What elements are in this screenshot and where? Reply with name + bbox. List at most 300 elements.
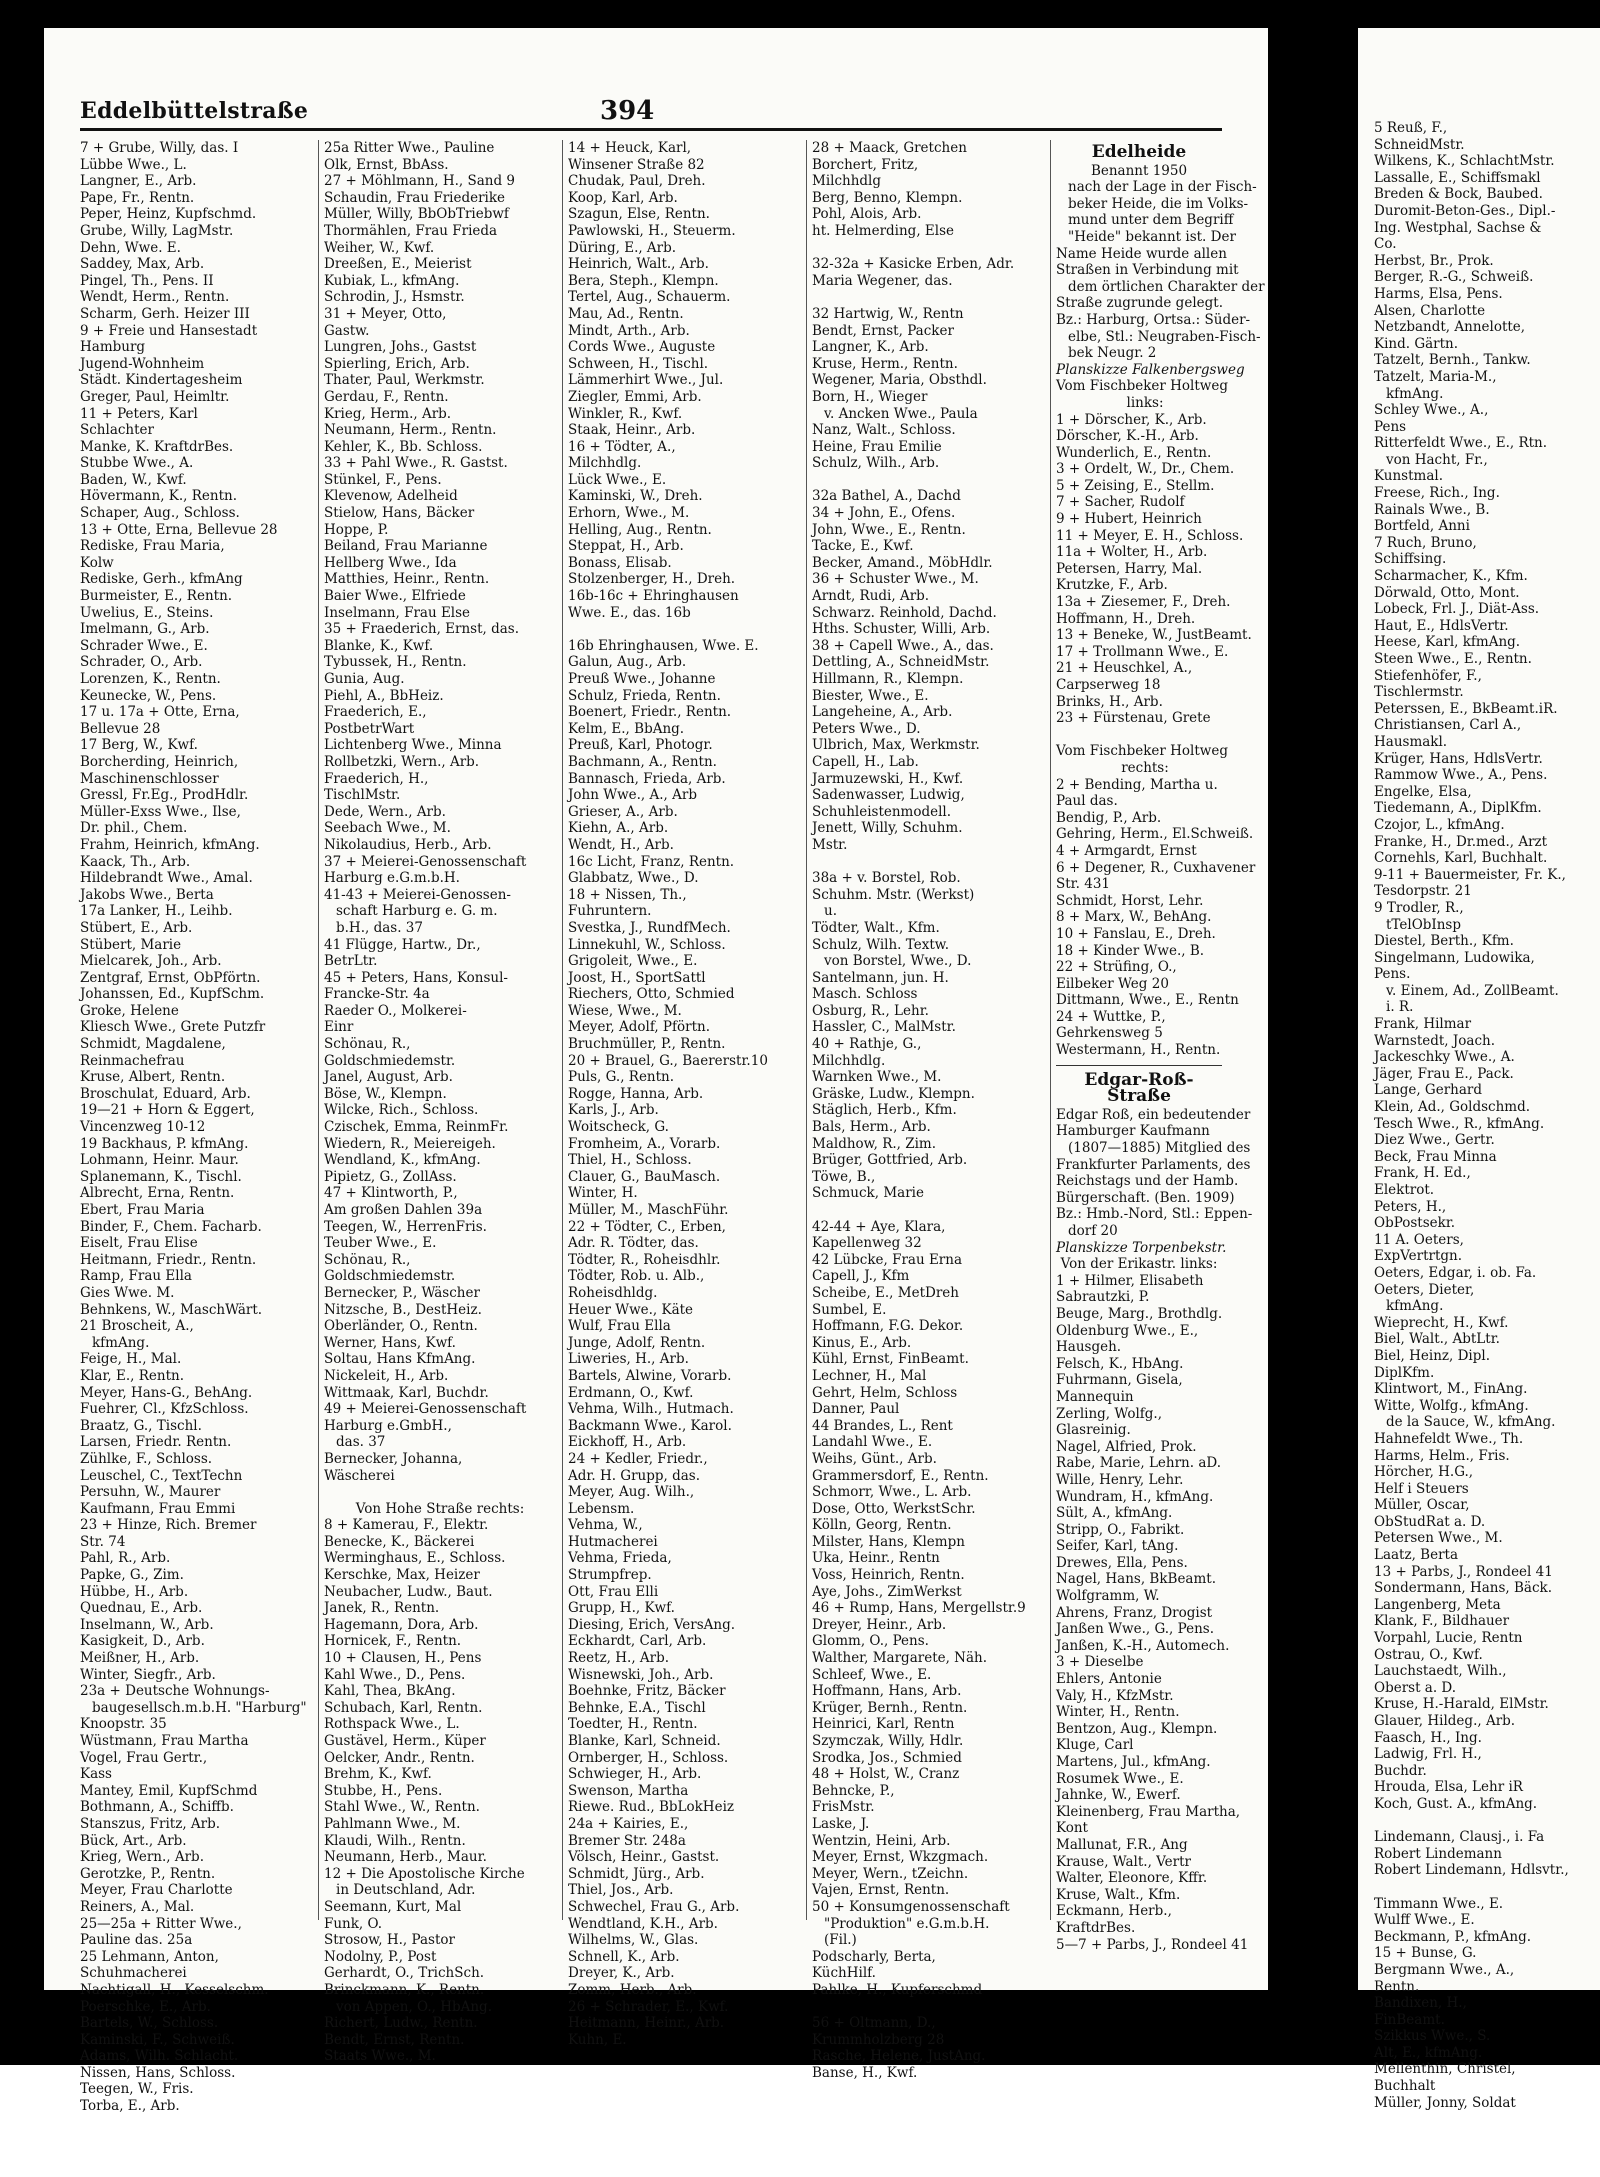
directory-entry: Hörcher, H.G., <box>1374 1464 1474 1481</box>
directory-entry: Fromheim, A., Vorarb. <box>568 1135 721 1152</box>
directory-entry: bek Neugr. 2 <box>1068 345 1157 362</box>
directory-entry: Wegener, Maria, Obsthdl. <box>812 372 987 389</box>
directory-entry: 11 + Peters, Karl <box>80 405 198 422</box>
directory-entry: Schley Wwe., A., <box>1374 402 1489 419</box>
directory-entry: 5 Reuß, F., <box>1374 120 1448 136</box>
directory-entry: Vajen, Ernst, Rentn. <box>812 1882 950 1899</box>
directory-entry: Fuhruntern. <box>568 903 652 920</box>
directory-entry: Mantey, Emil, KupfSchmd <box>80 1782 258 1799</box>
directory-entry: Weihs, Günt., Arb. <box>812 1450 937 1467</box>
directory-entry: Stahl Wwe., W., Rentn. <box>324 1799 480 1816</box>
directory-entry: Stielow, Hans, Bäcker <box>324 505 475 522</box>
directory-entry: Dettling, A., SchneidMstr. <box>812 654 990 671</box>
directory-entry: Bendt, Ernst, Packer <box>812 322 954 339</box>
page-number: 394 <box>600 96 655 126</box>
directory-entry: Krause, Walt., Vertr <box>1056 1853 1191 1870</box>
directory-entry: Eckmann, Herb., <box>1056 1903 1172 1920</box>
directory-entry: dorf 20 <box>1068 1223 1118 1239</box>
directory-entry: Paul das. <box>1056 793 1118 810</box>
directory-entry: Becker, Amand., MöbHdlr. <box>812 554 993 571</box>
directory-entry: Kolw <box>80 554 114 571</box>
directory-entry: Ladwig, Frl. H., <box>1374 1746 1482 1763</box>
directory-entry: Lauchstaedt, Wilh., <box>1374 1663 1507 1680</box>
directory-entry: 16c Licht, Franz, Rentn. <box>568 853 735 870</box>
directory-entry: Stünkel, F., Pens. <box>324 471 442 488</box>
directory-entry: Adams, Wilh. Schlacht. <box>80 2048 239 2065</box>
directory-entry: Reichstags und der Hamb. <box>1056 1173 1239 1190</box>
directory-entry: Kruse, Albert, Rentn. <box>80 1069 226 1086</box>
directory-entry: Burmeister, E., Rentn. <box>80 588 233 605</box>
directory-entry: Schrodin, J., Hsmstr. <box>324 289 465 306</box>
directory-entry: 36 + Schuster Wwe., M. <box>812 571 979 588</box>
directory-entry: Spierling, Erich, Arb. <box>324 355 470 372</box>
directory-entry: Wendt, H., Arb. <box>568 836 674 853</box>
directory-entry: Lichtenberg Wwe., Minna <box>324 737 502 754</box>
directory-entry: Pingel, Th., Pens. II <box>80 272 214 289</box>
directory-entry: Schubach, Karl, Rentn. <box>324 1699 483 1716</box>
directory-entry: Grammersdorf, E., Rentn. <box>812 1467 989 1484</box>
directory-entry: Freese, Rich., Ing. <box>1374 485 1500 502</box>
directory-entry: Schwarz. Reinhold, Dachd. <box>812 604 997 621</box>
directory-entry: 38 + Capell Wwe., A., das. <box>812 637 994 654</box>
directory-entry: Glasreinig. <box>1056 1422 1131 1439</box>
directory-entry: Franke, H., Dr.med., Arzt <box>1374 833 1548 850</box>
directory-entry: 15 + Bunse, G. <box>1374 1945 1477 1962</box>
directory-entry: von Appen, O., HbAng. <box>336 1998 492 2015</box>
directory-entry: Berg, Benno, Klempn. <box>812 189 963 206</box>
directory-entry: Fuhrmann, Gisela, <box>1056 1372 1183 1389</box>
directory-entry: Brinckmann, K., Rentn. <box>324 1981 485 1998</box>
directory-entry: Liweries, H., Arb. <box>568 1351 689 1368</box>
directory-entry: Gehrkensweg 5 <box>1056 1025 1163 1042</box>
directory-entry: Harburg e.GmbH., <box>324 1417 452 1434</box>
directory-entry: Tatzelt, Maria-M., <box>1374 368 1497 385</box>
directory-entry: Oberländer, O., Rentn. <box>324 1318 478 1335</box>
directory-entry: Warnstedt, Joach. <box>1374 1032 1496 1049</box>
directory-entry: 1 + Hilmer, Elisabeth <box>1056 1272 1204 1289</box>
directory-entry: Kleinenberg, Frau Martha, <box>1056 1803 1241 1820</box>
directory-entry: Benecke, K., Bäckerei <box>324 1533 475 1550</box>
directory-entry: Szagun, Else, Rentn. <box>568 206 710 223</box>
directory-entry: 10 + Clausen, H., Pens <box>324 1650 482 1667</box>
directory-entry: Piehl, A., BbHeiz. <box>324 687 444 704</box>
directory-entry: Grieser, A., Arb. <box>568 803 678 820</box>
directory-entry: Linnekuhl, W., Schloss. <box>568 936 726 953</box>
directory-entry: Meißner, H., Arb. <box>80 1650 200 1667</box>
directory-entry: 25 Lehmann, Anton, <box>80 1948 219 1965</box>
directory-entry: Tischlermstr. <box>1374 684 1464 701</box>
directory-entry: Walter, Eleonore, Kffr. <box>1056 1870 1208 1887</box>
directory-entry: 23 + Hinze, Rich. Bremer <box>80 1517 257 1534</box>
directory-entry: Müller-Exss Wwe., Ilse, <box>80 803 241 820</box>
directory-entry: Stäglich, Herb., Kfm. <box>812 1102 957 1119</box>
directory-entry: Papke, G., Zim. <box>80 1567 184 1584</box>
directory-entry: Breden & Bock, Baubed. <box>1374 186 1543 203</box>
directory-entry: Seemann, Kurt, Mal <box>324 1898 462 1915</box>
directory-entry: 13 + Beneke, W., JustBeamt. <box>1056 627 1252 644</box>
directory-entry: 8 + Marx, W., BehAng. <box>1056 909 1212 926</box>
directory-columns <box>80 140 1265 2115</box>
directory-entry: Mau, Ad., Rentn. <box>568 305 684 322</box>
directory-entry: 32-32a + Kasicke Erben, Adr. <box>812 256 1015 273</box>
directory-entry: Torba, E., Arb. <box>80 2098 180 2115</box>
directory-entry: Schween, H., Tischl. <box>568 355 709 372</box>
directory-entry: Preuß Wwe., Johanne <box>568 671 716 687</box>
directory-entry: Stübert, Marie <box>80 936 182 953</box>
directory-entry: Walther, Margarete, Näh. <box>812 1650 988 1667</box>
directory-entry: Jenett, Willy, Schuhm. <box>812 820 963 837</box>
directory-entry: Wundram, H., kfmAng. <box>1056 1488 1214 1505</box>
directory-entry: Heine, Frau Emilie <box>812 438 942 455</box>
directory-entry: Duromit-Beton-Ges., Dipl.- <box>1374 202 1556 219</box>
directory-entry: Hutmacherei <box>568 1533 658 1550</box>
directory-entry: Karls, J., Arb. <box>568 1102 659 1119</box>
directory-entry: kfmAng. <box>1386 385 1444 402</box>
directory-entry: Helling, Aug., Rentn. <box>568 521 712 538</box>
directory-entry: Kapellenweg 32 <box>812 1235 922 1252</box>
directory-entry: Rediske, Frau Maria, <box>80 538 225 555</box>
directory-entry: Winkler, R., Kwf. <box>568 405 683 422</box>
directory-entry: Dittmann, Wwe., E., Rentn <box>1056 992 1239 1009</box>
directory-entry: Teegen, W., Fris. <box>80 2081 194 2098</box>
directory-entry: Timmann Wwe., E. <box>1374 1895 1504 1912</box>
directory-entry: Harburg e.G.m.b.H. <box>324 870 460 887</box>
directory-entry: FrisMstr. <box>812 1799 875 1816</box>
directory-entry: tTelObInsp <box>1386 916 1461 933</box>
directory-entry: Tybussek, H., Rentn. <box>324 654 467 671</box>
directory-entry: Nikolaudius, Herb., Arb. <box>324 836 492 853</box>
directory-entry: Schuhm. Mstr. (Werkst) <box>812 886 975 903</box>
directory-entry: Boenert, Friedr., Rentn. <box>568 704 732 721</box>
column-2 <box>324 140 556 2065</box>
directory-entry: BetrLtr. <box>324 953 378 970</box>
directory-entry: John, Wwe., E., Rentn. <box>812 521 966 538</box>
directory-entry: Capell, J., Kfm <box>812 1268 910 1285</box>
directory-entry: 11a + Wolter, H., Arb. <box>1056 544 1208 561</box>
directory-entry: Lassalle, E., Schiffsmakl <box>1374 169 1541 186</box>
directory-entry: Rentn. <box>1374 1978 1420 1995</box>
directory-entry: Böse, W., Klempn. <box>324 1085 447 1102</box>
directory-entry: Erdmann, O., Kwf. <box>568 1384 694 1401</box>
directory-entry: 17 + Trollmann Wwe., E. <box>1056 643 1229 660</box>
directory-entry: 47 + Klintworth, P., <box>324 1185 458 1202</box>
directory-entry: Rabe, Marie, Lehrn. aD. <box>1056 1455 1222 1472</box>
directory-entry: Benannt 1950 <box>1090 162 1188 179</box>
directory-entry: Uwelius, E., Steins. <box>80 604 214 621</box>
directory-entry: Engelke, Elsa, <box>1374 783 1472 800</box>
directory-entry: Elektrot. <box>1374 1182 1435 1198</box>
directory-entry: Pohl, Alois, Arb. <box>812 206 922 223</box>
directory-entry: 37 + Meierei-Genossenschaft <box>324 853 527 870</box>
directory-entry: Gressl, Fr.Eg., ProdHdlr. <box>80 787 249 804</box>
directory-entry: Swenson, Martha <box>568 1782 689 1799</box>
directory-entry: Galun, Aug., Arb. <box>568 654 687 671</box>
directory-entry: Borcherding, Heinrich, <box>80 753 239 770</box>
directory-entry: Greger, Paul, Heimltr. <box>80 388 230 405</box>
directory-entry: Co. <box>1374 236 1397 253</box>
directory-entry: Roheisdhldg. <box>568 1284 658 1301</box>
directory-entry: 25a Ritter Wwe., Pauline <box>324 140 495 156</box>
directory-entry: mund unter dem Begriff <box>1068 212 1234 229</box>
directory-entry: 44 Brandes, L., Rent <box>812 1417 953 1434</box>
directory-entry: Kuhn, E. <box>568 2031 627 2048</box>
directory-entry: Bartels, W., Schloss. <box>80 2015 219 2032</box>
directory-entry: Persuhn, W., Maurer <box>80 1484 221 1501</box>
directory-entry: Wittmaak, Karl, Buchdr. <box>324 1384 489 1401</box>
column-3 <box>568 140 800 2048</box>
directory-entry: Wiese, Wwe., M. <box>568 1002 682 1019</box>
directory-entry: Erhorn, Wwe., M. <box>568 505 690 522</box>
directory-entry: Winter, Siegfr., Arb. <box>80 1666 216 1683</box>
directory-entry: Gustävel, Herm., Küper <box>324 1733 486 1749</box>
directory-entry: Schmidt, Jürg., Arb. <box>568 1865 705 1882</box>
directory-entry: Milster, Hans, Klempn <box>812 1533 965 1550</box>
directory-entry: v. Einem, Ad., ZollBeamt. <box>1386 982 1559 999</box>
directory-entry: Fraederich, H., <box>324 770 429 787</box>
directory-entry: Raeder O., Molkerei- <box>324 1002 467 1019</box>
directory-entry: 35 + Fraederich, Ernst, das. <box>324 621 520 638</box>
directory-entry: Meyer, Aug. Wilh., <box>568 1484 695 1501</box>
directory-entry: Krutzke, F., Arb. <box>1056 577 1168 594</box>
directory-entry: Stubbe, H., Pens. <box>324 1782 443 1799</box>
directory-entry: 7 Ruch, Bruno, <box>1374 534 1477 551</box>
directory-entry: Cords Wwe., Auguste <box>568 339 716 356</box>
book-gutter <box>1268 28 1358 1990</box>
directory-entry: Vehma, W., <box>568 1517 643 1534</box>
directory-entry: Grigoleit, Wwe., E. <box>568 953 698 970</box>
directory-entry: Städt. Kindertagesheim <box>80 372 243 389</box>
directory-entry: Peters, H., <box>1374 1198 1447 1215</box>
directory-entry: Bremer Str. 248a <box>568 1832 686 1849</box>
directory-entry: Schaudin, Frau Friederike <box>324 189 506 206</box>
directory-entry: Kühl, Ernst, FinBeamt. <box>812 1351 969 1368</box>
directory-entry: Staak, Heinr., Arb. <box>568 422 696 439</box>
directory-entry: Kinus, E., Arb. <box>812 1334 912 1351</box>
directory-entry: 16b Ehringhausen, Wwe. E. <box>568 637 759 654</box>
directory-entry: Reetz, H., Arb. <box>568 1650 670 1667</box>
directory-entry: 9-11 + Bauermeister, Fr. K., <box>1374 866 1566 883</box>
directory-entry: Heitmann, Heinr., Arb. <box>568 2015 725 2032</box>
directory-entry: Langeheine, A., Arb. <box>812 704 953 721</box>
directory-entry: Peters Wwe., D. <box>812 720 921 737</box>
directory-entry: Nissen, Hans, Schloss. <box>80 2064 236 2081</box>
directory-entry: 9 Trodler, R., <box>1374 899 1464 916</box>
directory-entry <box>812 240 1044 257</box>
directory-entry: Str. 74 <box>80 1533 126 1550</box>
directory-entry: 10 + Fanslau, E., Dreh. <box>1056 925 1216 942</box>
directory-entry: 49 + Meierei-Genossenschaft <box>324 1401 527 1418</box>
directory-entry: Lange, Gerhard <box>1374 1082 1482 1099</box>
directory-entry: Sabrautzki, P. <box>1056 1289 1150 1306</box>
directory-entry: Warnken Wwe., M. <box>812 1069 942 1086</box>
directory-entry: Dreyer, Heinr., Arb. <box>812 1616 947 1633</box>
directory-entry: Lübbe Wwe., L. <box>80 156 187 173</box>
directory-entry: Pape, Fr., Rentn. <box>80 189 195 206</box>
directory-entry: de la Sauce, W., kfmAng. <box>1386 1414 1556 1431</box>
directory-entry: Gehrt, Helm, Schloss <box>812 1384 958 1401</box>
directory-entry: Dose, Otto, WerkstSchr. <box>812 1500 976 1517</box>
directory-entry: Gies Wwe. M. <box>80 1284 175 1301</box>
directory-entry: Grupp, H., Kwf. <box>568 1600 675 1617</box>
directory-entry: Seifer, Karl, tAng. <box>1056 1538 1179 1555</box>
directory-entry: Mielcarek, Joh., Arb. <box>80 953 222 970</box>
directory-entry <box>1374 1879 1600 1896</box>
directory-entry: Landahl Wwe., E. <box>812 1434 933 1451</box>
directory-entry: Stanszus, Fritz, Arb. <box>80 1815 221 1832</box>
directory-entry: Helf i Steuers <box>1374 1480 1469 1497</box>
directory-entry: Vom Fischbeker Holtweg <box>1056 743 1228 760</box>
directory-entry: Kruse, Herm., Rentn. <box>812 355 958 372</box>
directory-entry: Schiffsing. <box>1374 551 1447 568</box>
directory-entry: Krieg, Wern., Arb. <box>80 1849 204 1866</box>
directory-entry: Johanssen, Ed., KupfSchm. <box>80 986 265 1003</box>
directory-entry: Keunecke, W., Pens. <box>80 687 217 704</box>
directory-entry: Oeters, Edgar, i. ob. Fa. <box>1374 1264 1537 1281</box>
directory-entry: Hausgeh. <box>1056 1339 1122 1356</box>
directory-entry: Gehring, Herm., El.Schweiß. <box>1056 826 1254 843</box>
directory-entry: KüchHilf. <box>812 1965 876 1982</box>
directory-entry: Vogel, Frau Gertr., <box>80 1749 208 1766</box>
column-5 <box>1056 140 1265 1953</box>
street-heading: Edgar-Roß-Straße <box>1084 1069 1194 1107</box>
directory-entry: 13 + Parbs, J., Rondeel 41 <box>1374 1563 1553 1580</box>
directory-entry: Kiehn, A., Arb. <box>568 820 669 837</box>
directory-entry: Meyer, Hans-G., BehAng. <box>80 1384 253 1401</box>
directory-entry: Mstr. <box>812 836 848 853</box>
directory-entry <box>812 1202 1044 1219</box>
directory-entry: Backmann Wwe., Karol. <box>568 1417 732 1434</box>
directory-entry: Splanemann, K., Tischl. <box>80 1168 242 1185</box>
directory-entry: Straßen in Verbindung mit <box>1056 262 1239 279</box>
column-rule <box>318 140 319 1920</box>
directory-entry: Beckmann, P., kfmAng. <box>1374 1928 1532 1945</box>
directory-entry: Riechers, Otto, Schmied <box>568 986 735 1003</box>
directory-entry <box>568 621 800 638</box>
directory-entry: Boehnke, Fritz, Bäcker <box>568 1683 726 1700</box>
directory-entry: Zerling, Wolfg., <box>1056 1405 1163 1422</box>
directory-entry: Jäger, Frau E., Pack. <box>1374 1065 1514 1082</box>
directory-entry: Rogge, Hanna, Arb. <box>568 1085 704 1102</box>
directory-entry: Jugend-Wohnheim <box>80 355 205 372</box>
directory-entry: Frahm, Heinrich, kfmAng. <box>80 836 260 853</box>
directory-entry: Harms, Helm., Fris. <box>1374 1447 1510 1464</box>
directory-entry: Planskizze Falkenbergsweg <box>1056 361 1245 378</box>
directory-entry: links: <box>1126 394 1164 411</box>
directory-entry: Groke, Helene <box>80 1002 179 1019</box>
directory-entry <box>1374 1813 1600 1830</box>
directory-entry: Werminghaus, E., Schloss. <box>324 1550 506 1567</box>
directory-entry: schaft Harburg e. G. m. <box>336 903 498 920</box>
directory-entry: Ostrau, O., Kwf. <box>1374 1646 1483 1663</box>
directory-entry: Szymczak, Willy, Hdlr. <box>812 1733 964 1749</box>
directory-entry: Bals, Herm., Arb. <box>812 1119 931 1136</box>
directory-entry: Dörwald, Otto, Mont. <box>1374 584 1520 601</box>
directory-entry: Adr. H. Grupp, das. <box>568 1467 701 1484</box>
directory-entry: Riewe. Rud., BbLokHeiz <box>568 1799 735 1816</box>
directory-entry: Lück Wwe., E. <box>568 471 667 488</box>
directory-entry: Poerschke, E., Arb. <box>80 1998 211 2015</box>
directory-entry: Svestka, J., RundfMech. <box>568 919 731 936</box>
directory-entry: Podscharly, Berta, <box>812 1948 936 1965</box>
directory-entry: Maria Wegener, das. <box>812 272 953 289</box>
directory-entry: 17a Lanker, H., Leihb. <box>80 903 233 920</box>
directory-entry: Hübbe, H., Arb. <box>80 1583 189 1600</box>
directory-entry: Ebert, Frau Maria <box>80 1202 205 1218</box>
column-rule <box>806 140 807 1920</box>
directory-entry: Dede, Wern., Arb. <box>324 803 446 820</box>
directory-entry: Funk, O. <box>324 1915 383 1932</box>
directory-entry: Schrader Wwe., E. <box>80 637 208 654</box>
directory-entry: Hildebrandt Wwe., Amal. <box>80 870 253 887</box>
directory-entry: Kehler, K., Bb. Schloss. <box>324 438 483 455</box>
directory-entry: Ornberger, H., Schloss. <box>568 1749 729 1766</box>
directory-entry: 5 + Zeising, E., Stellm. <box>1056 477 1215 494</box>
directory-entry: Pawlowski, H., Steuerm. <box>568 222 736 239</box>
directory-entry: Kasigkeit, D., Arb. <box>80 1633 205 1650</box>
scan-border-top <box>0 0 1600 28</box>
directory-entry: Düring, E., Arb. <box>568 239 677 256</box>
directory-entry: Müller, M., MaschFühr. <box>568 1202 729 1218</box>
right-page-column <box>1374 120 1600 2111</box>
directory-entry: Junge, Adolf, Rentn. <box>568 1334 706 1351</box>
directory-entry: Ritterfeldt Wwe., E., Rtn. <box>1374 435 1548 452</box>
directory-entry: Langner, K., Arb. <box>812 339 929 356</box>
directory-entry: Str. 431 <box>1056 876 1110 893</box>
directory-entry: Wisnewski, Joh., Arb. <box>568 1666 714 1683</box>
directory-entry: Wendt, Herm., Rentn. <box>80 289 230 306</box>
directory-entry: Pens <box>1374 418 1407 435</box>
street-heading: Edelheide <box>1091 142 1187 162</box>
directory-entry: Buchhalt <box>1374 2078 1436 2095</box>
directory-entry: 21 + Heuschkel, A., <box>1056 660 1193 677</box>
directory-entry: Stubbe Wwe., A. <box>80 455 194 472</box>
directory-entry: 3 + Dieselbe <box>1056 1654 1144 1671</box>
directory-entry: Schaper, Aug., Schloss. <box>80 505 240 522</box>
directory-entry: Alsen, Charlotte <box>1374 302 1486 319</box>
directory-entry: 56 + Oltmann, D., <box>812 2015 936 2032</box>
directory-entry: Meyer, Ernst, Wkzgmach. <box>812 1849 989 1866</box>
directory-entry: Heitmann, Friedr., Rentn. <box>80 1251 257 1268</box>
directory-entry: u. <box>824 903 837 920</box>
directory-entry: Binder, F., Chem. Facharb. <box>80 1218 262 1235</box>
directory-entry: Zentgraf, Ernst, ObPförtn. <box>80 969 261 986</box>
directory-entry: 41 Flügge, Hartw., Dr., <box>324 936 481 953</box>
directory-entry: Martens, Jul., kfmAng. <box>1056 1754 1211 1770</box>
directory-entry: Lorenzen, K., Rentn. <box>80 671 221 687</box>
directory-entry: Wendtland, K.H., Arb. <box>568 1915 718 1932</box>
directory-entry: Srodka, Jos., Schmied <box>812 1749 962 1766</box>
directory-entry: Kerschke, Max, Heizer <box>324 1567 480 1584</box>
directory-entry: v. Ancken Wwe., Paula <box>824 405 978 422</box>
directory-entry: Milchhdlg <box>812 173 882 190</box>
directory-entry: Hamburg <box>80 339 146 356</box>
directory-entry: Pahlke, H., Kupferschmd <box>812 1981 983 1998</box>
directory-entry: Scheibe, E., MetDreh <box>812 1284 959 1301</box>
directory-entry: Felsch, K., HbAng. <box>1056 1355 1184 1372</box>
directory-entry: Wendland, K., kfmAng. <box>324 1152 481 1169</box>
directory-entry: Imelmann, G., Arb. <box>80 621 210 638</box>
directory-entry: Langner, E., Arb. <box>80 173 197 190</box>
directory-entry: 25—25a + Ritter Wwe., <box>80 1915 242 1932</box>
directory-entry: Frankfurter Parlaments, des <box>1056 1156 1251 1173</box>
directory-entry: 42-44 + Aye, Klara, <box>812 1218 946 1235</box>
directory-entry: Brüger, Gottfried, Arb. <box>812 1152 968 1169</box>
directory-entry: Schwechel, Frau G., Arb. <box>568 1898 740 1915</box>
directory-entry: Bendt, Ernst, Rentn. <box>324 2031 465 2048</box>
directory-entry: Albrecht, Erna, Rentn. <box>80 1185 235 1202</box>
directory-entry: Scharmacher, K., Kfm. <box>1374 568 1528 585</box>
directory-entry: Goldschmiedemstr. <box>324 1268 456 1285</box>
